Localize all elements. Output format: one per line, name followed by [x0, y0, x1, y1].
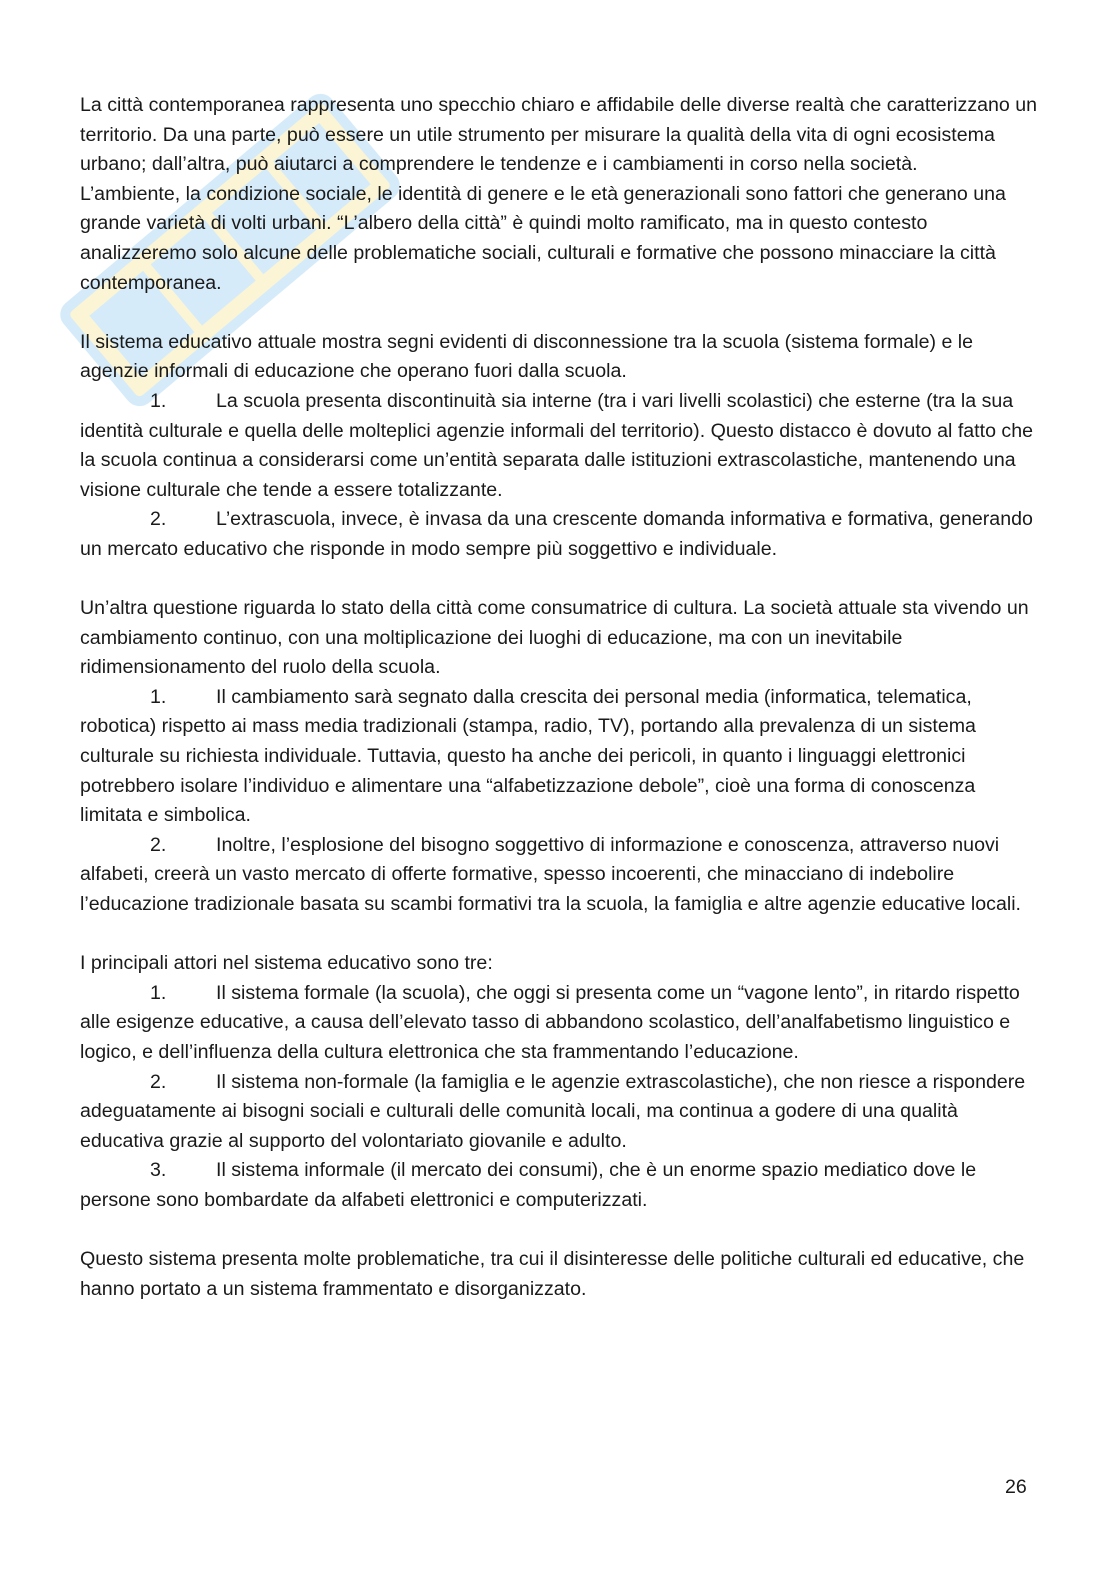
paragraph-sistema-educativo: Il sistema educativo attuale mostra segni evidenti di disconnessione tra la scuola (sistema formale) e le agenzie informali di educazione che operano fuori dalla scuola.: [80, 330, 974, 383]
list-number: 2.: [150, 1070, 167, 1093]
list-number: 1.: [150, 981, 167, 1004]
list-item: [80, 505, 1040, 564]
page-number: 26: [1005, 1476, 1027, 1498]
list-text: La scuola presenta discontinuità sia interne (tra i vari livelli scolastici) che esterne (tra la sua identità culturale e quella delle molteplici agenzie informali del territorio). Questo distacco è dovuto al fatto che la scuola continua a considerarsi come un’entità separata dalle istituzioni extrascolastiche, mantenendo una visione culturale che tende a essere totalizzante.: [80, 389, 1033, 501]
list-number: 1.: [150, 685, 167, 708]
list-item: [80, 683, 1040, 831]
paragraph-conclusione: Questo sistema presenta molte problematiche, tra cui il disinteresse delle politiche culturali ed educative, che hanno portato a un sistema frammentato e disorganizzato.: [80, 1248, 1025, 1300]
list-text: Il sistema informale (il mercato dei consumi), che è un enorme spazio mediatico dove le persone sono bombardate da alfabeti elettronici e computerizzati.: [80, 1159, 977, 1211]
list-number: 1.: [150, 389, 167, 412]
document-body: [80, 91, 1040, 1304]
list-item: [80, 831, 1040, 920]
list-item: [80, 979, 1040, 1068]
list-number: 2.: [150, 508, 167, 531]
list-item: [80, 1156, 1040, 1215]
list-text: Il sistema formale (la scuola), che oggi si presenta come un “vagone lento”, in ritardo rispetto alle esigenze educative, a causa dell’elevato tasso di abbandono scolastico, dell’analfabetismo linguistico e logico, e dell’influenza della cultura elettronica che sta frammentando l’educazione.: [80, 981, 1020, 1063]
list-number: 3.: [150, 1159, 167, 1182]
paragraph-consumatrice-cultura: Un’altra questione riguarda lo stato della città come consumatrice di cultura. La società attuale sta vivendo un cambiamento continuo, con una moltiplicazione dei luoghi di educazione, ma con un inevitabile ridimensionamento del ruolo della scuola.: [80, 597, 1029, 679]
list-text: L’extrascuola, invece, è invasa da una crescente domanda informativa e formativa, generando un mercato educativo che risponde in modo sempre più soggettivo e individuale.: [80, 508, 1033, 560]
list-text: Inoltre, l’esplosione del bisogno soggettivo di informazione e conoscenza, attraverso nuovi alfabeti, creerà un vasto mercato di offerte formative, spesso incoerenti, che minacciano di indebolire l’educazione tradizionale basata su scambi formativi tra la scuola, la famiglia e altre agenzie educative locali.: [80, 833, 1021, 916]
paragraph-principali-attori: I principali attori nel sistema educativo sono tre:: [80, 952, 493, 975]
list-text: Il sistema non-formale (la famiglia e le agenzie extrascolastiche), che non riesce a rispondere adeguatamente ai bisogni sociali e culturali delle comunità locali, ma continua a godere di una qualità educativa grazie al supporto del volontariato giovanile e adulto.: [80, 1070, 1026, 1152]
list-item: [80, 1068, 1040, 1157]
paragraph-ambiente: L’ambiente, la condizione sociale, le identità di genere e le età generazionali sono fattori che generano una grande varietà di volti urbani. “L’albero della città” è quindi molto ramificato, ma in questo contesto analizzeremo solo alcune delle problematiche sociali, culturali e formative che possono minacciare la città contemporanea.: [80, 182, 1006, 294]
list-text: Il cambiamento sarà segnato dalla crescita dei personal media (informatica, telematica, robotica) rispetto ai mass media tradizionali (stampa, radio, TV), portando alla prevalenza di un sistema culturale su richiesta individuale. Tuttavia, questo ha anche dei pericoli, in quanto i linguaggi elettronici potrebbero isolare l’individuo e alimentare una “alfabetizzazione debole”, cioè una forma di conoscenza limitata e simbolica.: [80, 685, 976, 827]
paragraph-intro: La città contemporanea rappresenta uno specchio chiaro e affidabile delle diverse realtà che caratterizzano un territorio. Da una parte, può essere un utile strumento per misurare la qualità della vita di ogni ecosistema urbano; dall’altra, può aiutarci a comprendere le tendenze e i cambiamenti in corso nella società.: [80, 94, 1038, 176]
list-number: 2.: [150, 833, 167, 856]
list-item: [80, 387, 1040, 505]
